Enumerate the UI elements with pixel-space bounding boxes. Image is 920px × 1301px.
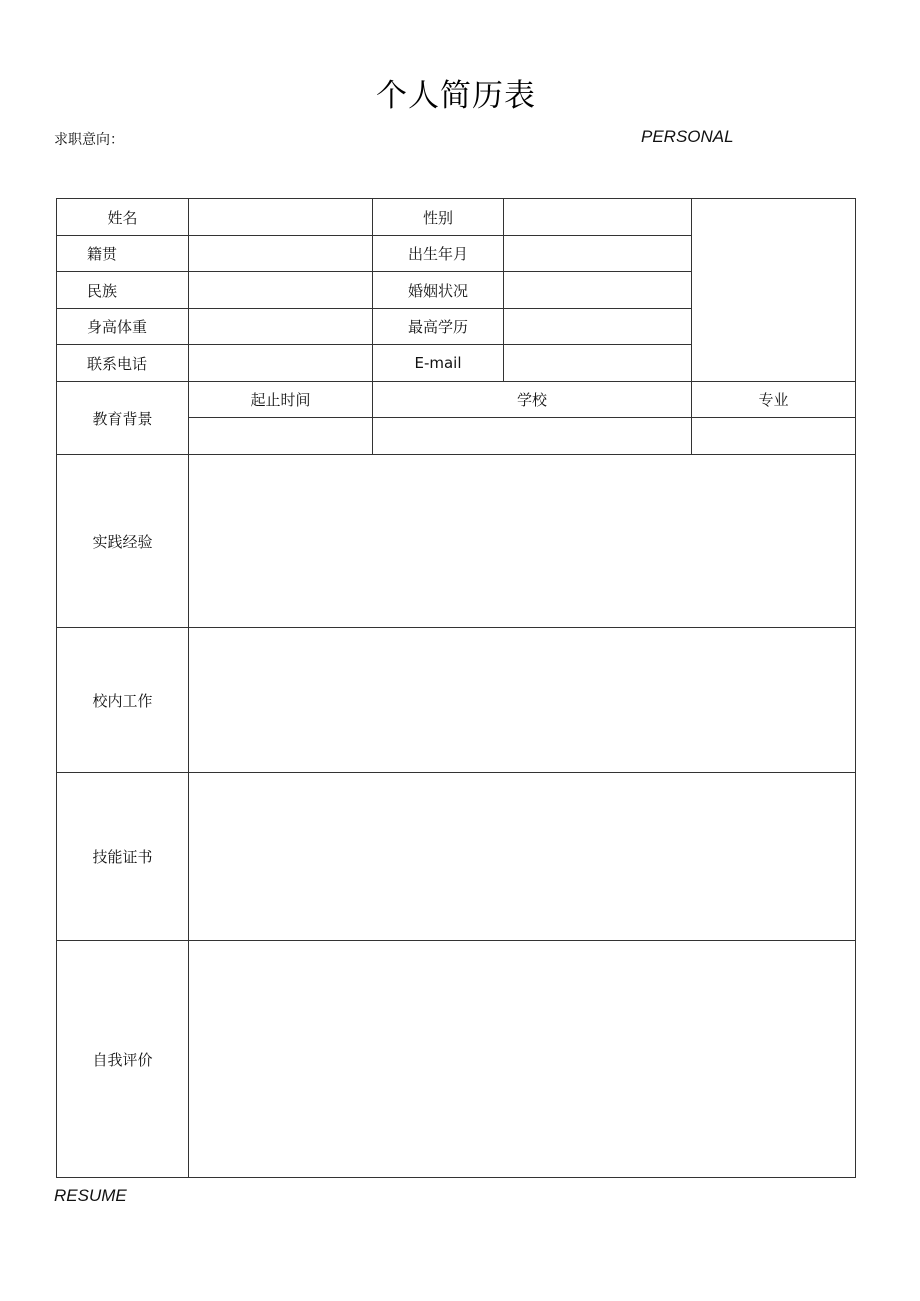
edu-major-field[interactable] bbox=[692, 418, 856, 455]
hometown-label: 籍贯 bbox=[57, 236, 189, 272]
hometown-field[interactable] bbox=[189, 236, 373, 272]
phone-field[interactable] bbox=[189, 345, 373, 382]
self-eval-label: 自我评价 bbox=[57, 941, 189, 1178]
campus-work-label: 校内工作 bbox=[57, 628, 189, 773]
phone-label: 联系电话 bbox=[57, 345, 189, 382]
practice-label: 实践经验 bbox=[57, 455, 189, 628]
education-level-field[interactable] bbox=[504, 309, 692, 345]
resume-table bbox=[56, 198, 856, 1178]
name-field[interactable] bbox=[189, 199, 373, 236]
practice-field[interactable] bbox=[189, 455, 856, 628]
height-weight-field[interactable] bbox=[189, 309, 373, 345]
edu-period-field[interactable] bbox=[189, 418, 373, 455]
gender-field[interactable] bbox=[504, 199, 692, 236]
skills-field[interactable] bbox=[189, 773, 856, 941]
personal-label: PERSONAL bbox=[641, 127, 734, 146]
email-label: E-mail bbox=[373, 345, 504, 382]
marital-label: 婚姻状况 bbox=[373, 272, 504, 309]
email-field[interactable] bbox=[504, 345, 692, 382]
edu-period-header: 起止时间 bbox=[189, 382, 373, 418]
education-level-label: 最高学历 bbox=[373, 309, 504, 345]
job-intent-label: 求职意向： bbox=[54, 132, 124, 148]
edu-school-field[interactable] bbox=[373, 418, 692, 455]
self-eval-field[interactable] bbox=[189, 941, 856, 1178]
campus-work-field[interactable] bbox=[189, 628, 856, 773]
birth-label: 出生年月 bbox=[373, 236, 504, 272]
edu-school-header: 学校 bbox=[373, 382, 692, 418]
marital-field[interactable] bbox=[504, 272, 692, 309]
ethnicity-field[interactable] bbox=[189, 272, 373, 309]
birth-field[interactable] bbox=[504, 236, 692, 272]
skills-label: 技能证书 bbox=[57, 773, 189, 941]
page-title: 个人简历表 bbox=[376, 78, 536, 114]
height-weight-label: 身高体重 bbox=[57, 309, 189, 345]
ethnicity-label: 民族 bbox=[57, 272, 189, 309]
edu-major-header: 专业 bbox=[692, 382, 856, 418]
photo-box[interactable] bbox=[692, 199, 856, 382]
resume-label: RESUME bbox=[54, 1186, 127, 1205]
name-label: 姓名 bbox=[57, 199, 189, 236]
education-label: 教育背景 bbox=[57, 382, 189, 455]
gender-label: 性别 bbox=[373, 199, 504, 236]
